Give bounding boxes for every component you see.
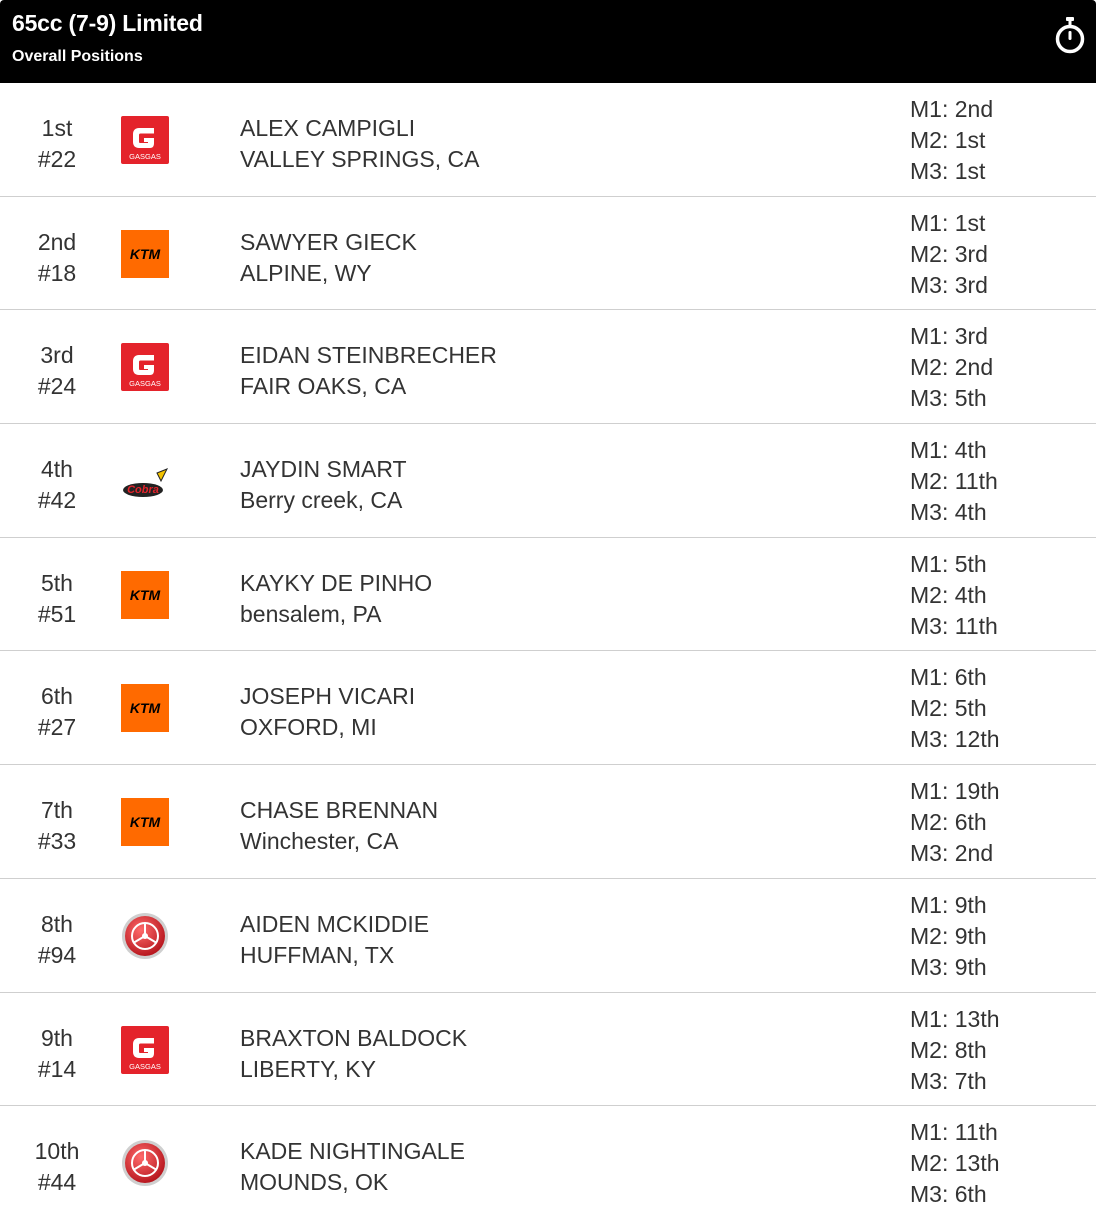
moto-1-result: M1: 6th	[910, 664, 987, 691]
result-row[interactable]	[0, 538, 1096, 652]
moto-3-result: M3: 1st	[910, 158, 986, 184]
svg-text:KTM: KTM	[129, 245, 161, 262]
position-cell	[0, 909, 114, 971]
rider-number: #24	[37, 373, 77, 400]
moto-1-result: M1: 3rd	[910, 323, 988, 350]
rider-number: #27	[37, 714, 77, 741]
position-cell	[0, 1023, 114, 1085]
rider-hometown: LIBERTY, KY	[240, 1055, 376, 1082]
rider-hometown: Berry creek, CA	[240, 487, 403, 514]
moto-2-result: M2: 9th	[910, 922, 987, 949]
stopwatch-icon[interactable]	[1054, 16, 1086, 54]
moto-1-result: M1: 4th	[910, 437, 987, 464]
gasgas-logo-icon	[121, 116, 169, 164]
moto-2-result: M2: 5th	[910, 695, 987, 722]
svg-text:KTM: KTM	[129, 700, 161, 717]
svg-text:GASGAS: GASGAS	[129, 1061, 161, 1071]
moto-results	[910, 662, 1000, 755]
rider-name[interactable]: JAYDIN SMART	[240, 456, 407, 483]
rider-name[interactable]: ALEX CAMPIGLI	[240, 115, 416, 141]
gasgas-logo-icon	[121, 1026, 169, 1074]
rider-info	[240, 1136, 465, 1198]
moto-1-result: M1: 9th	[910, 891, 987, 918]
cobra-logo-icon	[121, 457, 169, 505]
moto-3-result: M3: 3rd	[910, 271, 988, 298]
moto-1-result: M1: 19th	[910, 778, 1000, 805]
rider-info	[240, 340, 497, 402]
rider-hometown: bensalem, PA	[240, 600, 382, 627]
moto-1-result: M1: 5th	[910, 550, 987, 577]
moto-3-result: M3: 4th	[910, 499, 987, 526]
finish-place: 9th	[41, 1024, 73, 1051]
moto-2-result: M2: 6th	[910, 809, 987, 836]
rider-name[interactable]: CHASE BRENNAN	[240, 797, 439, 824]
results-header	[0, 0, 1096, 83]
moto-3-result: M3: 7th	[910, 1067, 987, 1094]
svg-text:Cobra: Cobra	[127, 484, 159, 497]
moto-results	[910, 549, 998, 642]
moto-2-result: M2: 4th	[910, 581, 987, 608]
svg-text:KTM: KTM	[129, 814, 161, 831]
results-list	[0, 83, 1096, 1220]
result-row[interactable]	[0, 1106, 1096, 1220]
rider-number: #44	[37, 1169, 77, 1196]
ktm-logo-icon	[121, 684, 169, 732]
class-title: 65cc (7-9) Limited	[12, 10, 203, 36]
rider-number: #33	[37, 828, 77, 855]
position-cell	[0, 568, 114, 630]
position-cell	[0, 113, 114, 175]
rider-hometown: MOUNDS, OK	[240, 1169, 389, 1196]
position-cell	[0, 795, 114, 857]
rider-hometown: VALLEY SPRINGS, CA	[240, 146, 480, 172]
moto-3-result: M3: 11th	[910, 612, 998, 639]
finish-place: 6th	[41, 683, 73, 710]
rider-info	[240, 681, 415, 743]
result-row[interactable]	[0, 765, 1096, 879]
moto-2-result: M2: 2nd	[910, 354, 994, 381]
rider-name[interactable]: KAYKY DE PINHO	[240, 569, 433, 596]
moto-3-result: M3: 2nd	[910, 840, 994, 867]
rider-name[interactable]: EIDAN STEINBRECHER	[240, 342, 497, 369]
rider-hometown: HUFFMAN, TX	[240, 941, 395, 968]
ktm-logo-icon	[121, 798, 169, 846]
moto-2-result: M2: 1st	[910, 127, 986, 153]
result-row[interactable]	[0, 83, 1096, 197]
moto-1-result: M1: 2nd	[910, 96, 994, 122]
finish-place: 2nd	[37, 228, 77, 255]
rider-info	[240, 1023, 467, 1085]
rider-number: #14	[37, 1055, 77, 1082]
result-row[interactable]	[0, 651, 1096, 765]
rider-info	[240, 113, 479, 175]
moto-2-result: M2: 3rd	[910, 240, 988, 267]
moto-1-result: M1: 1st	[910, 209, 986, 236]
rider-name[interactable]: KADE NIGHTINGALE	[240, 1138, 465, 1165]
moto-2-result: M2: 13th	[910, 1150, 1000, 1177]
rider-info	[240, 568, 432, 630]
ktm-logo-icon	[121, 571, 169, 619]
rider-number: #94	[37, 941, 77, 968]
finish-place: 10th	[34, 1138, 80, 1165]
moto-3-result: M3: 6th	[910, 1181, 987, 1208]
position-cell	[0, 454, 114, 516]
result-row[interactable]	[0, 310, 1096, 424]
finish-place: 3rd	[40, 342, 74, 369]
finish-place: 4th	[41, 456, 73, 483]
results-subtitle: Overall Positions	[12, 48, 143, 65]
rider-info	[240, 795, 438, 857]
rider-info	[240, 227, 417, 289]
rider-number: #22	[37, 146, 77, 172]
rider-hometown: OXFORD, MI	[240, 714, 377, 741]
rider-hometown: Winchester, CA	[240, 828, 399, 855]
svg-text:GASGAS: GASGAS	[129, 152, 161, 161]
ktm-logo-icon	[121, 230, 169, 278]
result-row[interactable]	[0, 993, 1096, 1107]
rider-info	[240, 909, 429, 971]
moto-2-result: M2: 8th	[910, 1036, 987, 1063]
finish-place: 1st	[41, 115, 73, 141]
moto-3-result: M3: 12th	[910, 726, 1000, 753]
moto-results	[910, 1004, 1000, 1097]
rider-name[interactable]: BRAXTON BALDOCK	[240, 1024, 468, 1051]
finish-place: 5th	[41, 569, 73, 596]
yamaha-logo-icon	[121, 1139, 169, 1187]
rider-hometown: FAIR OAKS, CA	[240, 373, 407, 400]
position-cell	[0, 681, 114, 743]
moto-2-result: M2: 11th	[910, 468, 998, 495]
rider-number: #51	[37, 600, 77, 627]
rider-name[interactable]: AIDEN MCKIDDIE	[240, 910, 430, 937]
rider-hometown: ALPINE, WY	[240, 259, 372, 286]
moto-results	[910, 94, 993, 187]
moto-3-result: M3: 5th	[910, 385, 987, 412]
moto-results	[910, 435, 998, 528]
finish-place: 7th	[41, 797, 73, 824]
moto-results	[910, 208, 988, 301]
moto-results	[910, 776, 1000, 869]
position-cell	[0, 340, 114, 402]
moto-1-result: M1: 13th	[910, 1005, 1000, 1032]
moto-1-result: M1: 11th	[910, 1119, 998, 1146]
svg-text:GASGAS: GASGAS	[129, 379, 161, 389]
position-cell	[0, 1136, 114, 1198]
rider-name[interactable]: JOSEPH VICARI	[240, 683, 416, 710]
yamaha-logo-icon	[121, 912, 169, 960]
rider-number: #18	[37, 259, 77, 286]
rider-number: #42	[37, 487, 77, 514]
result-row[interactable]	[0, 879, 1096, 993]
svg-text:KTM: KTM	[129, 586, 161, 603]
finish-place: 8th	[41, 910, 73, 937]
moto-results	[910, 321, 993, 414]
moto-results	[910, 890, 987, 983]
rider-name[interactable]: SAWYER GIECK	[240, 228, 417, 255]
result-row[interactable]	[0, 424, 1096, 538]
position-cell	[0, 227, 114, 289]
gasgas-logo-icon	[121, 343, 169, 391]
result-row[interactable]	[0, 197, 1096, 311]
moto-3-result: M3: 9th	[910, 953, 987, 980]
moto-results	[910, 1117, 1000, 1210]
rider-info	[240, 454, 407, 516]
